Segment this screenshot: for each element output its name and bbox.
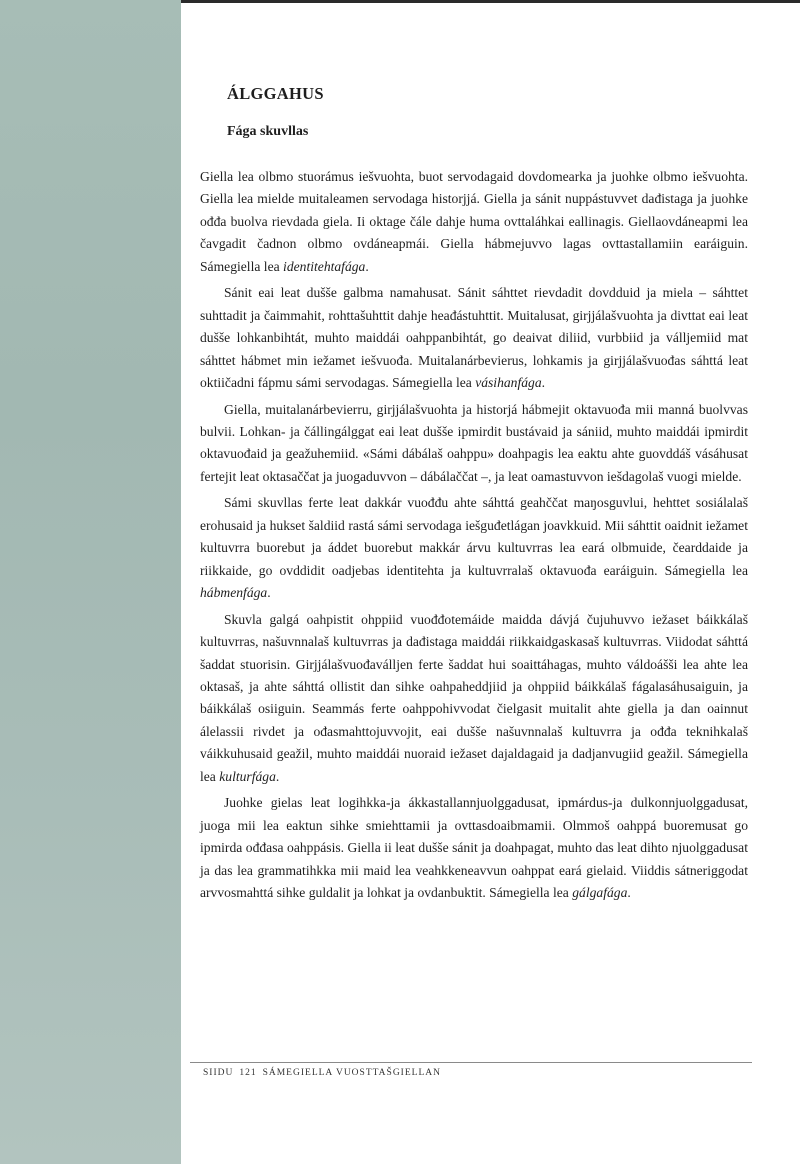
- emphasis-term: hábmenfága: [200, 585, 268, 601]
- section-subheading: Fága skuvllas: [227, 124, 309, 139]
- emphasis-term: vásihanfága: [475, 375, 542, 391]
- paragraph-1: Giella lea olbmo stuorámus iešvuohta, buot servodagaid dovdomearka ja juohke olbmo iešvuohta. Giella lea mielde muitaleamen servodaga historjjá. Giella ja sánit nuppástuvvet dađistaga ja juohke ođđa buolva rievdada giela. Ii oktage čále dahje huma ovttaláhkai eallinagis. Giellaovdáneapmi lea čavgadit čadnon olbmo ovdáneapmái. Giella hábmejuvvo lagas ovttastallamiin earáiguin. Sámegiella lea identitehtafága.: [200, 169, 748, 274]
- page-footer: [203, 1068, 441, 1078]
- paragraph-2: Sánit eai leat dušše galbma namahusat. Sánit sáhttet rievdadit dovdduid ja miela – sáhttet suhttadit ja čaimmahit, rohttašuhttit dahje heađástuhttit. Muitalusat, girjjálašvuohta ja divttat eai leat dušše lohkanbihtát, muhto maiddái oahppanbihtát, go deaivat diliid, vurbbiid ja válljemiid mat sáhttet hábmet min iežamet iešvuođa. Muitalanárbevierus, lohkamis ja girjjálašvuođas sáhttá leat oktiičadni fápmu sámi servodagas. Sámegiella lea vásihanfága.: [200, 285, 748, 391]
- paragraph-5: Skuvla galgá oahpistit ohppiid vuođđotemáide maidda dávjá čujuhuvvo iežaset báikkálaš kultuvrras, našuvnnalaš kultuvrras ja dađistaga maiddái riikkaidgaskasaš kultuvrras. Viidodat sáhttá šaddat stuorisin. Girjjálašvuođaválljen ferte šaddat hui soaittáhagas, muhto váldoášši lea ahte lea oktasaš, ja ahte sáhttá ollistit dan sihke oahpaheddjiid ja ohppiid báikkálaš fágalasáhusaiguin, ja báikkálaš osiiguin. Seammás ferte oahppohivvodat čielgasit muitalit ahte giella ja dan oainnut álelassii rivdet ja ođasmahttojuvvojit, eai dušše našuvnnalaš kultuvrra ja ođđa teknihkalaš váikkuhusaid geažil, muhto maiddái nuoraid iežaset dajaldagaid ja dadjanvugiid geažil. Sámegiella lea kulturfága.: [200, 611, 748, 784]
- page-number: 121: [239, 1068, 257, 1078]
- paragraph-3: Giella, muitalanárbevierru, girjjálašvuohta ja historjá hábmejit oktavuođa mii manná buolvvas bulvii. Lohkan- ja čállingálggat eai leat dušše ipmirdit bustávaid ja sániid, muhto maiddái ipmirdit oktavuođaid ja geažuhemiid. «Sámi dábálaš oahppu» doahpagis lea eaktu ahte guovddáš vásáhusat fertejit leat oktasaččat ja juogaduvvon – dábálaččat –, ja leat oamastuvvon iešdagolaš vuogi mielde.: [200, 401, 748, 484]
- top-rule: [181, 0, 800, 3]
- page-heading: ÁLGGAHUS: [227, 84, 324, 103]
- side-color-band: [0, 0, 181, 1164]
- body-text: [200, 166, 748, 909]
- footer-title: SÁMEGIELLA VUOSTTAŠGIELLAN: [262, 1068, 441, 1078]
- paragraph-4: Sámi skuvllas ferte leat dakkár vuođđu ahte sáhttá geahččat maŋosguvlui, hehttet sosiálalaš erohusaid ja hukset šaldiid rastá sámi servodaga iešguđetlágan joavkkuid. Mii sáhttit oaidnit iežamet kultuvrra buorebut ja áddet buorebut makkár árvu kultuvrras lea eará olbmuide, čearddaide ja riikkaide, go ovddidit oadjebas identitehta ja kultuvrralaš oktavuođa earáiguin. Sámegiella lea hábmenfága.: [200, 495, 748, 601]
- footer-rule: [190, 1062, 752, 1063]
- emphasis-term: gálgafága: [572, 885, 628, 901]
- paragraph-6: Juohke gielas leat logihkka-ja ákkastallannjuolggadusat, ipmárdus-ja dulkonnjuolggadusat, juoga mii lea eaktun sihke smiehttamii ja ovttasdoaibmamii. Olmmoš oahppá buoremusat go ipmirda ođđasa oahppásis. Giella ii leat dušše sánit ja doahpagat, muhto das leat dihto njuolggadusat ja das lea grammatihkka mii maid lea veahkkeneavvun oahppat eará gielaid. Viiddis sátneriggodat arvvosmahttá sihke guldalit ja lohkat ja ovdanbuktit. Sámegiella lea gálgafága.: [200, 795, 748, 901]
- footer-label: SIIDU: [203, 1068, 234, 1078]
- emphasis-term: identitehtafága: [283, 258, 366, 274]
- emphasis-term: kulturfága: [219, 768, 276, 784]
